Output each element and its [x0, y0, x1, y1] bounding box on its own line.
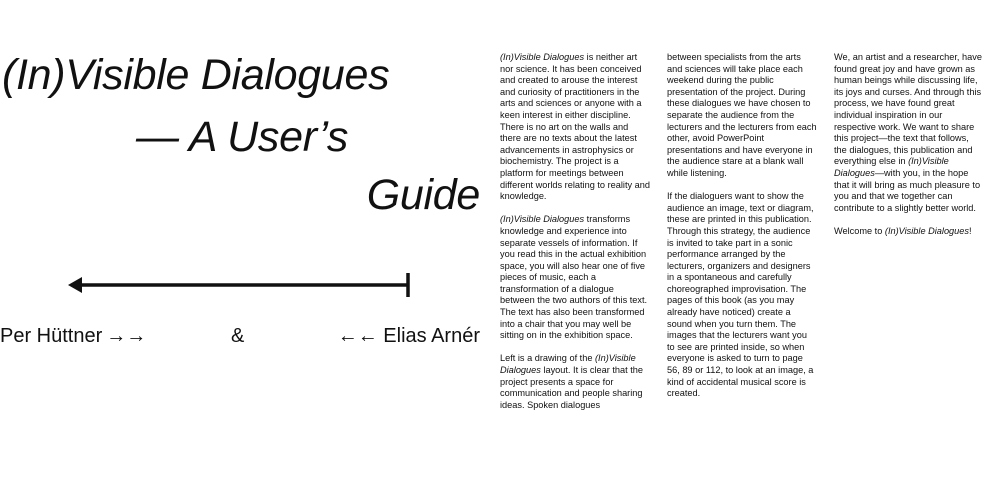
text-column-1: [500, 52, 650, 423]
title-line-2: — A User’s: [136, 113, 349, 161]
title-line-1: (In)Visible Dialogues: [2, 51, 390, 99]
italic-title: (In)Visible Dialogues: [834, 156, 949, 178]
text-column-3: [834, 52, 984, 249]
ampersand: &: [231, 325, 245, 347]
paragraph: between specialists from the arts and sciences will take place each weekend during the public presentation of the project. During these dialogues we have chosen to separate the audience from the lecturers and the lecturers from each other, avoid PowerPoint presentations and have everyone in the audience stare at a blank wall while listening.: [667, 52, 817, 178]
italic-title: (In)Visible Dialogues: [500, 52, 585, 62]
author-per-huttner: Per Hüttner →→: [0, 325, 147, 347]
paragraph: If the dialoguers want to show the audience an image, text or diagram, these are printed in this publication. Through this strategy, the audience is invited to take part in a sonic performance arranged by the lecturers, organizers and designers in a spontaneous and carefully choreographed improvisation. The pages of this book (as you may already have noticed) create a sound when you turn them. The images that the lecturers want you to see are printed inside, so when everyone is asked to turn to page 56, 89 or 112, to look at an image, a kind of accidental musical score is created.: [667, 191, 814, 399]
title-line-3: Guide: [366, 171, 480, 219]
left-arrow-icon: [66, 270, 412, 300]
paragraph: (In)Visible Dialogues is neither art nor science. It has been conceived and created to arouse the interest and curiosity of practitioners in the arts and sciences or anyone with a keen interest in either discipline. There is no art on the walls and there are no texts about the latest advancements in astrophysics or biochemistry. The project is a platform for meetings between different worlds relating to reality and knowledge.: [500, 52, 650, 202]
italic-title: (In)Visible Dialogues: [500, 353, 636, 376]
text-column-2: [667, 52, 817, 411]
paragraph: (In)Visible Dialogues transforms knowledge and experience into separate vessels of information. If you read this in the actual exhibition space, you will also hear one of five pieces of music, each a transformation of a dialogue between the two authors of this text. The text has also been transformed into a chair that you may well be sitting on in the exhibition space.: [500, 214, 648, 341]
paragraph: Left is a drawing of the (In)Visible Dialogues layout. It is clear that the project presents a space for communication and people sharing ideas. Spoken dialogues: [500, 353, 643, 410]
italic-title: (In)Visible Dialogues: [500, 214, 585, 225]
author-elias-arner: ←← Elias Arnér: [337, 325, 480, 347]
paragraph: We, an artist and a researcher, have found great joy and have grown as human beings while discussing life, its joys and curses. And through this process, we have found great individual inspiration in our respective work. We want to share this project—the text that follows, the dialogues, this publication and everything else in (In)Visible Dialogues—with you, in the hope that it will bring as much pleasure to you and that we together can contribute to a slightly better world.: [834, 52, 982, 213]
italic-title: (In)Visible Dialogues: [884, 225, 969, 236]
paragraph: Welcome to (In)Visible Dialogues!: [834, 225, 972, 236]
